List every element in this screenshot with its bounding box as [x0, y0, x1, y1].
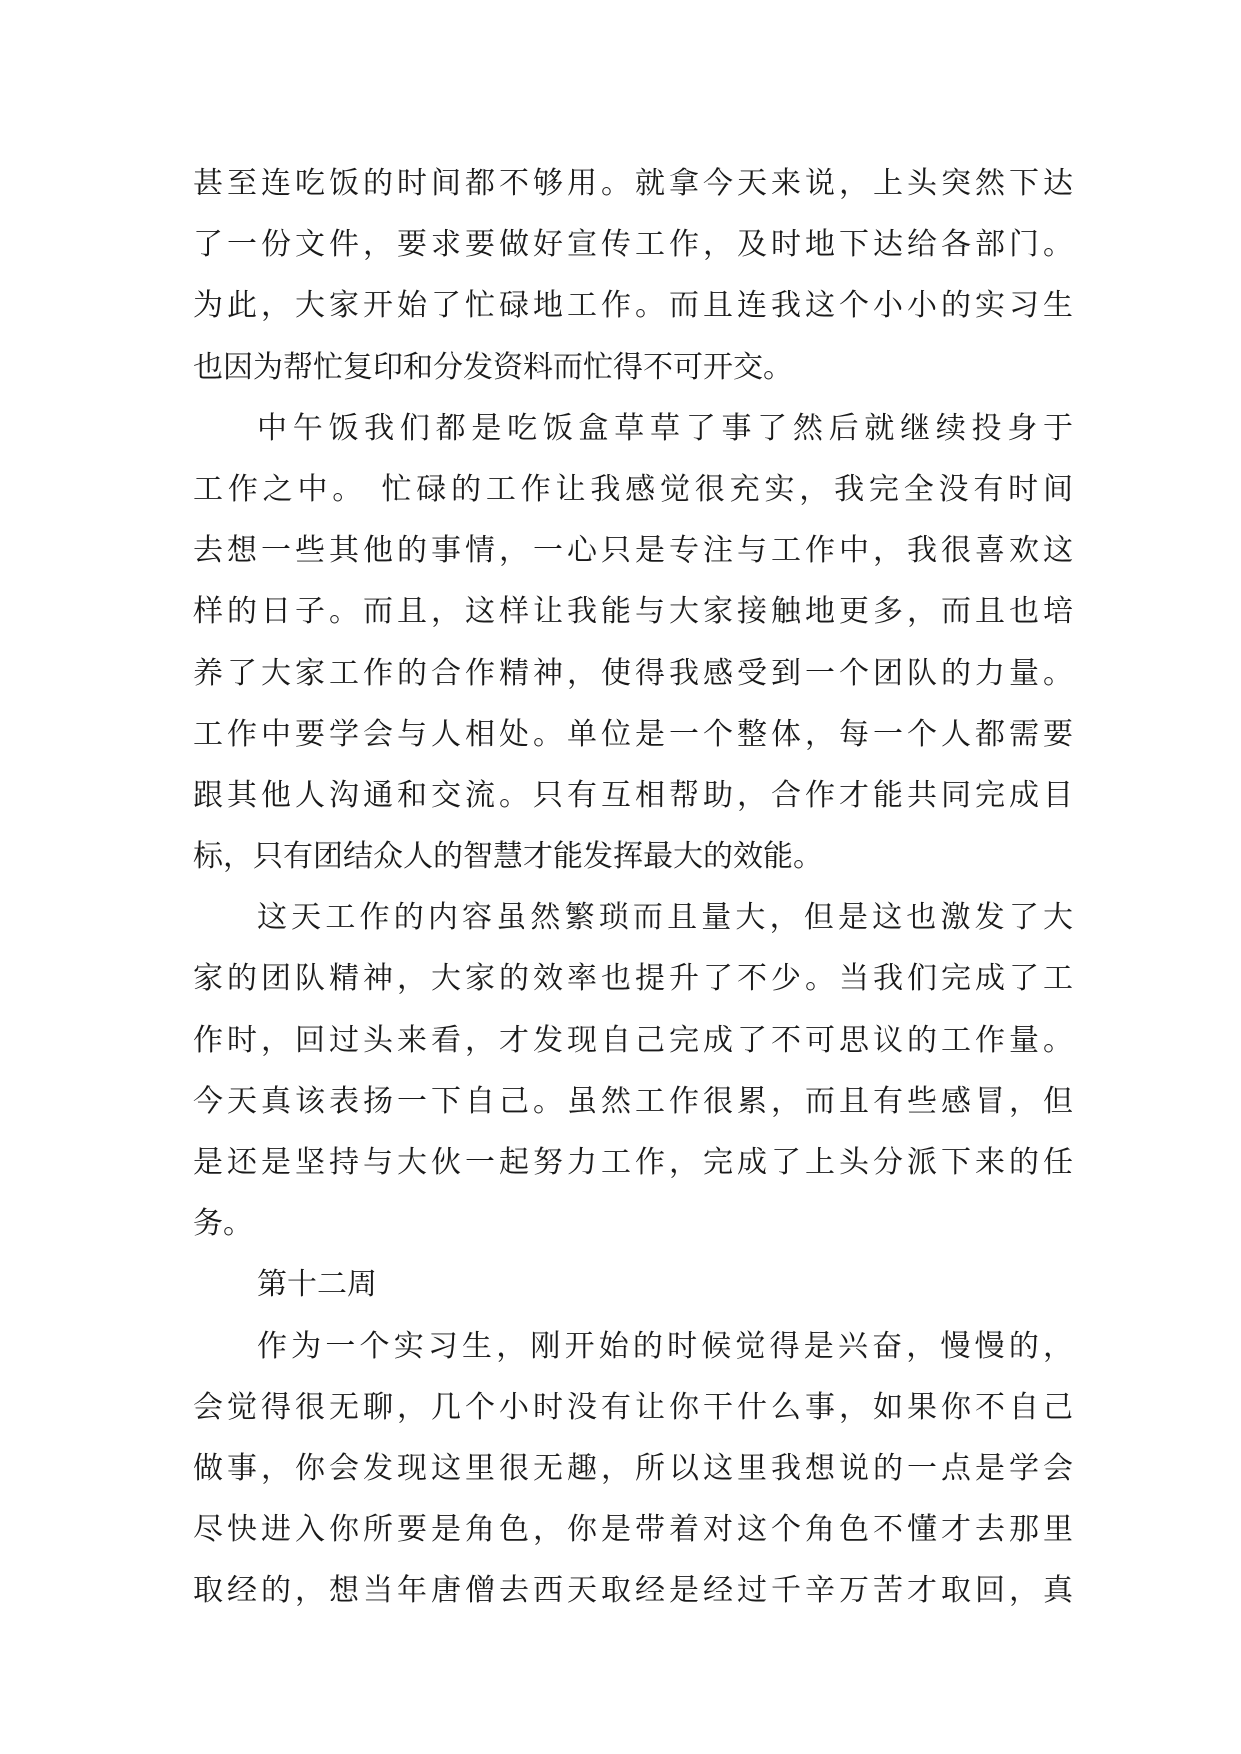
text-line: 取经的，想当年唐僧去西天取经是经过千辛万苦才取回，真: [193, 1573, 1073, 1609]
text-line: 作时，回过头来看，才发现自己完成了不可思议的工作量。: [193, 1022, 1073, 1058]
text-line: 会觉得很无聊，几个小时没有让你干什么事，如果你不自己: [193, 1389, 1073, 1425]
text-line: 今天真该表扬一下自己。虽然工作很累，而且有些感冒，但: [193, 1083, 1073, 1119]
text-line: 为此，大家开始了忙碌地工作。而且连我这个小小的实习生: [193, 288, 1073, 324]
text-line: 也因为帮忙复印和分发资料而忙得不可开交。: [193, 349, 793, 385]
text-line: 工作中要学会与人相处。单位是一个整体，每一个人都需要: [193, 716, 1073, 752]
text-line: 尽快进入你所要是角色，你是带着对这个角色不懂才去那里: [193, 1512, 1073, 1548]
text-line: 样的日子。而且，这样让我能与大家接触地更多，而且也培: [193, 594, 1073, 630]
text-line: 了一份文件，要求要做好宣传工作，及时地下达给各部门。: [193, 227, 1073, 263]
text-line: 是还是坚持与大伙一起努力工作，完成了上头分派下来的任: [193, 1145, 1073, 1180]
paragraph-first-line: 中午饭我们都是吃饭盒草草了事了然后就继续投身于: [257, 410, 1073, 446]
text-line: 跟其他人沟通和交流。只有互相帮助，合作才能共同完成目: [193, 777, 1073, 813]
section-heading: 第十二周: [257, 1267, 377, 1303]
text-line: 甚至连吃饭的时间都不够用。就拿今天来说，上头突然下达: [193, 166, 1073, 201]
text-line: 务。: [193, 1206, 253, 1242]
document-body: [193, 153, 1073, 1622]
text-line: 去想一些其他的事情，一心只是专注与工作中，我很喜欢这: [193, 533, 1073, 569]
paragraph-first-line: 这天工作的内容虽然繁琐而且量大，但是这也激发了大: [257, 900, 1073, 936]
paragraph-first-line: 作为一个实习生，刚开始的时候觉得是兴奋，慢慢的，: [257, 1328, 1073, 1364]
text-line: 标，只有团结众人的智慧才能发挥最大的效能。: [193, 839, 823, 875]
text-line: 工作之中。 忙碌的工作让我感觉很充实，我完全没有时间: [193, 471, 1073, 507]
text-line: 养了大家工作的合作精神，使得我感受到一个团队的力量。: [193, 655, 1073, 691]
text-line: 家的团队精神，大家的效率也提升了不少。当我们完成了工: [193, 961, 1073, 997]
text-line: 做事，你会发现这里很无趣，所以这里我想说的一点是学会: [193, 1450, 1073, 1486]
